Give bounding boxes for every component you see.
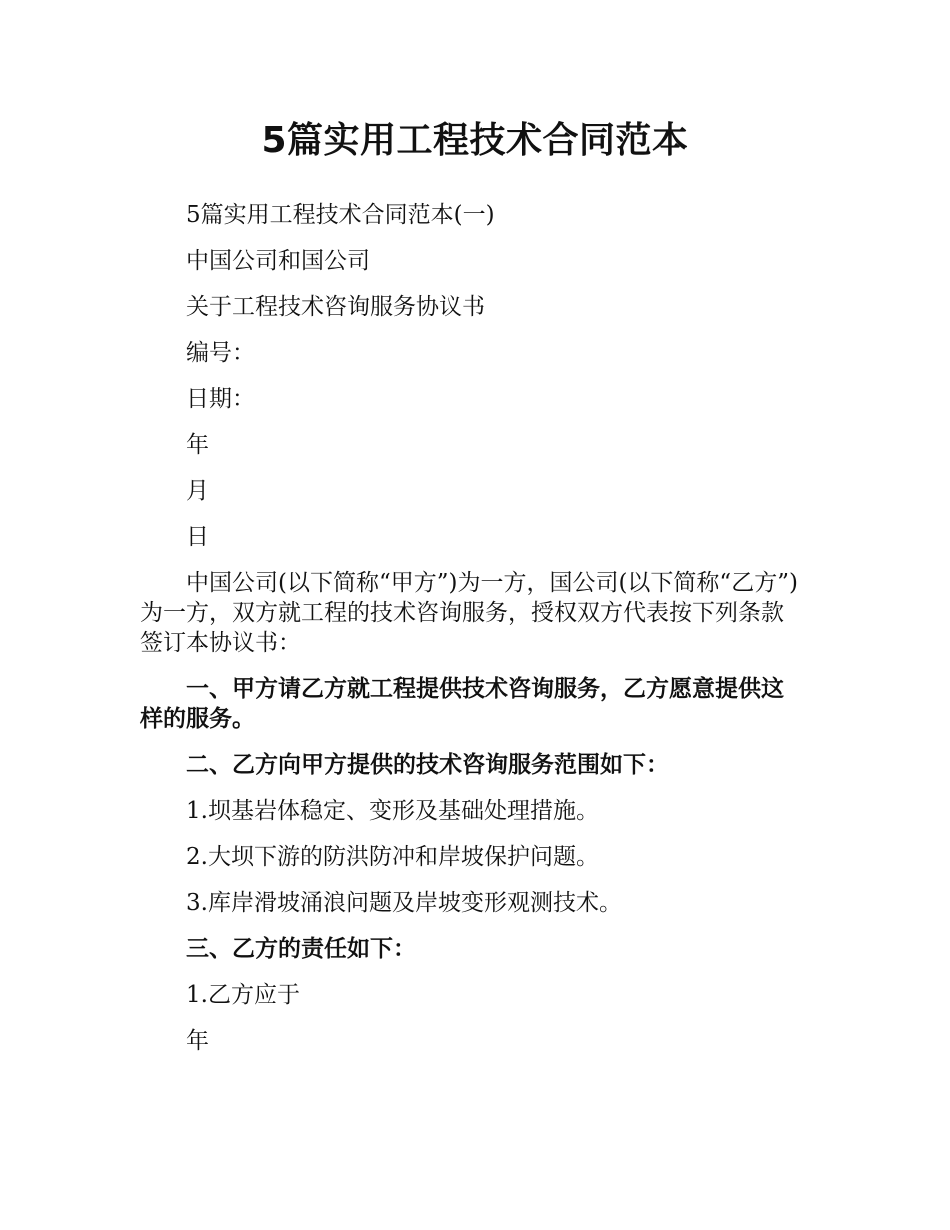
paragraph-scope-item-3: 3.库岸滑坡涌浪问题及岸坡变形观测技术。 [186,890,622,916]
paragraph-agreement-name: 关于工程技术咨询服务协议书 [186,294,485,320]
paragraph-clause-1-heading: 一、甲方请乙方就工程提供技术咨询服务，乙方愿意提供这样的服务。 [140,676,784,732]
paragraph-clause-2-heading: 二、乙方向甲方提供的技术咨询服务范围如下： [186,752,669,778]
paragraph-number-label: 编号： [186,340,255,366]
document-title: 5篇实用工程技术合同范本 [261,120,689,161]
paragraph-scope-item-2: 2.大坝下游的防洪防冲和岸坡保护问题。 [186,844,599,870]
paragraph-year: 年 [186,432,209,458]
paragraph-preamble: 中国公司(以下简称“甲方”)为一方，国公司(以下简称“乙方”)为一方，双方就工程的技术咨询服务，授权双方代表按下列条款签订本协议书： [140,570,798,656]
paragraph-responsibility-item-1: 1.乙方应于 [186,982,300,1008]
paragraph-month: 月 [186,478,209,504]
document-body [140,200,806,1072]
paragraph-day: 日 [186,524,209,550]
paragraph-parties: 中国公司和国公司 [186,248,370,274]
paragraph-scope-item-1: 1.坝基岩体稳定、变形及基础处理措施。 [186,798,599,824]
paragraph-subtitle: 5篇实用工程技术合同范本(一) [186,202,495,228]
paragraph-date-label: 日期： [186,386,255,412]
paragraph-clause-3-heading: 三、乙方的责任如下： [186,936,416,962]
paragraph-year-2: 年 [186,1028,209,1054]
